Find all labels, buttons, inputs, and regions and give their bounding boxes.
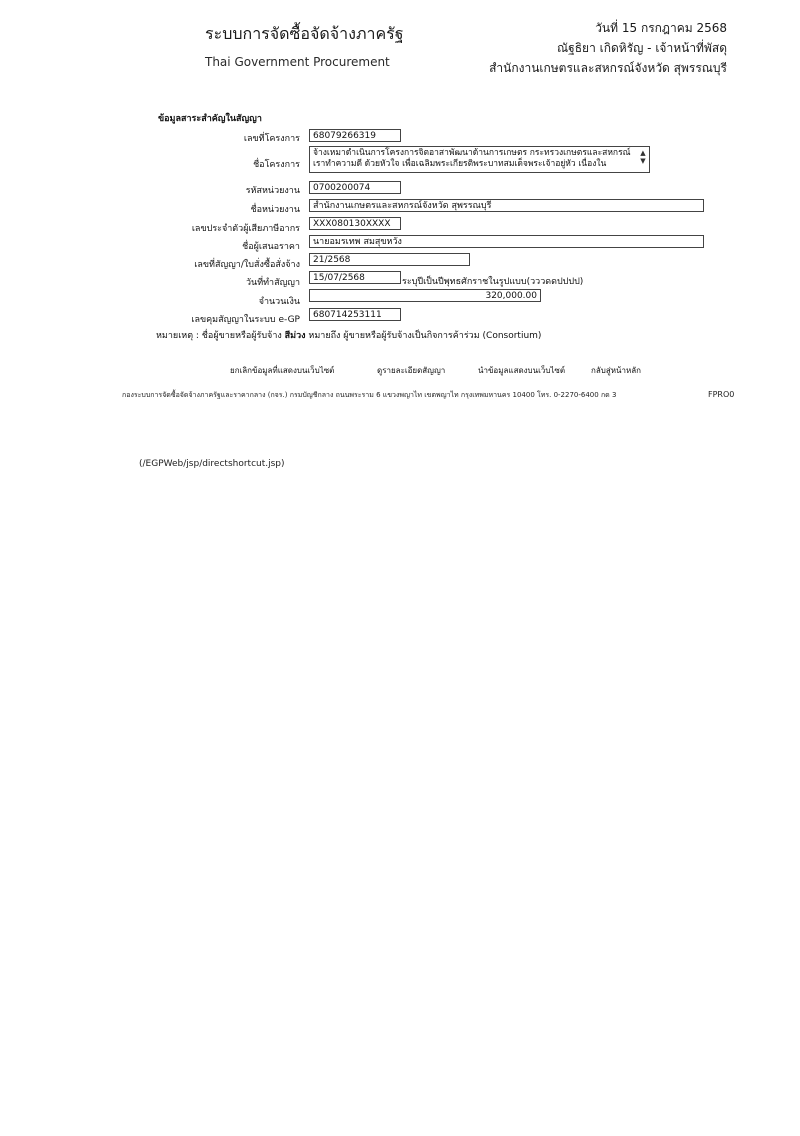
- system-subtitle: Thai Government Procurement: [205, 55, 390, 69]
- contract-no-field[interactable]: 21/2568: [309, 253, 470, 266]
- header-user: ณัฐธิยา เกิดหิรัญ - เจ้าหน้าที่พัสดุ: [556, 41, 727, 55]
- project-no-label: เลขที่โครงการ: [243, 134, 300, 144]
- footer-code: FPRO0: [708, 390, 735, 399]
- egp-field[interactable]: 680714253111: [309, 308, 401, 321]
- egp-label: เลขคุมสัญญาในระบบ e-GP: [191, 315, 300, 325]
- header-info: [489, 18, 727, 78]
- contract-no-label: เลขที่สัญญา/ใบสั่งซื้อสั่งจ้าง: [194, 260, 300, 270]
- header-date: วันที่ 15 กรกฎาคม 2568: [595, 21, 727, 35]
- project-name-text: จ้างเหมาดำเนินการโครงการจิตอาสาพัฒนาด้านการเกษตร กระทรวงเกษตรและสหกรณ์ เราทำความดี ด้วยหัวใจ เพื่อเฉลิมพระเกียรติพระบาทสมเด็จพระเจ้าอยู่หัว เนื่องใน: [313, 148, 631, 169]
- footer-address: กองระบบการจัดซื้อจัดจ้างภาครัฐและราคากลาง (กจร.) กรมบัญชีกลาง ถนนพระราม 6 แขวงพญาไท เขตพญาไท กรุงเทพมหานคร 10400 โทร. 0-2270-6400 กด 3: [122, 391, 617, 399]
- agency-name-label: ชื่อหน่วยงาน: [250, 205, 300, 215]
- note-purple: สีม่วง: [284, 331, 306, 341]
- note-prefix: หมายเหตุ : ชื่อผู้ขายหรือผู้รับจ้าง: [156, 331, 282, 341]
- tax-id-label: เลขประจำตัวผู้เสียภาษีอากร: [191, 224, 300, 234]
- project-no-field[interactable]: 68079266319: [309, 129, 401, 142]
- system-title: ระบบการจัดซื้อจัดจ้างภาครัฐ: [205, 24, 404, 43]
- amount-field[interactable]: 320,000.00: [309, 289, 541, 302]
- project-name-label: ชื่อโครงการ: [253, 160, 300, 170]
- contract-date-label: วันที่ทำสัญญา: [245, 278, 300, 288]
- contract-date-field[interactable]: 15/07/2568: [309, 271, 401, 284]
- bidder-field[interactable]: นายอมรเทพ สมสุขหวัง: [309, 235, 704, 248]
- agency-code-label: รหัสหน่วยงาน: [245, 186, 300, 196]
- date-format-hint: ระบุปีเป็นปีพุทธศักราชในรูปแบบ(วววดดปปปป): [402, 277, 584, 287]
- cancel-publish-link[interactable]: ยกเลิกข้อมูลที่แสดงบนเว็บไซต์: [230, 366, 335, 375]
- page-path: (/EGPWeb/jsp/directshortcut.jsp): [139, 459, 285, 469]
- view-contract-link[interactable]: ดูรายละเอียดสัญญา: [377, 366, 446, 375]
- publish-link[interactable]: นำข้อมูลแสดงบนเว็บไซต์: [478, 366, 566, 375]
- consortium-note: [156, 328, 541, 342]
- amount-label: จำนวนเงิน: [258, 297, 300, 307]
- bidder-label: ชื่อผู้เสนอราคา: [242, 242, 300, 252]
- back-main-link[interactable]: กลับสู่หน้าหลัก: [591, 366, 641, 375]
- agency-code-field[interactable]: 0700200074: [309, 181, 401, 194]
- section-title: ข้อมูลสาระสำคัญในสัญญา: [158, 114, 262, 124]
- header-office: สำนักงานเกษตรและสหกรณ์จังหวัด สุพรรณบุรี: [489, 61, 727, 75]
- project-name-textarea[interactable]: [309, 146, 650, 173]
- scroll-arrows-icon[interactable]: ▲ ▼: [640, 149, 646, 165]
- note-suffix: หมายถึง ผู้ขายหรือผู้รับจ้างเป็นกิจการค้าร่วม (Consortium): [308, 331, 542, 341]
- tax-id-field[interactable]: XXX080130XXXX: [309, 217, 401, 230]
- agency-name-field[interactable]: สำนักงานเกษตรและสหกรณ์จังหวัด สุพรรณบุรี: [309, 199, 704, 212]
